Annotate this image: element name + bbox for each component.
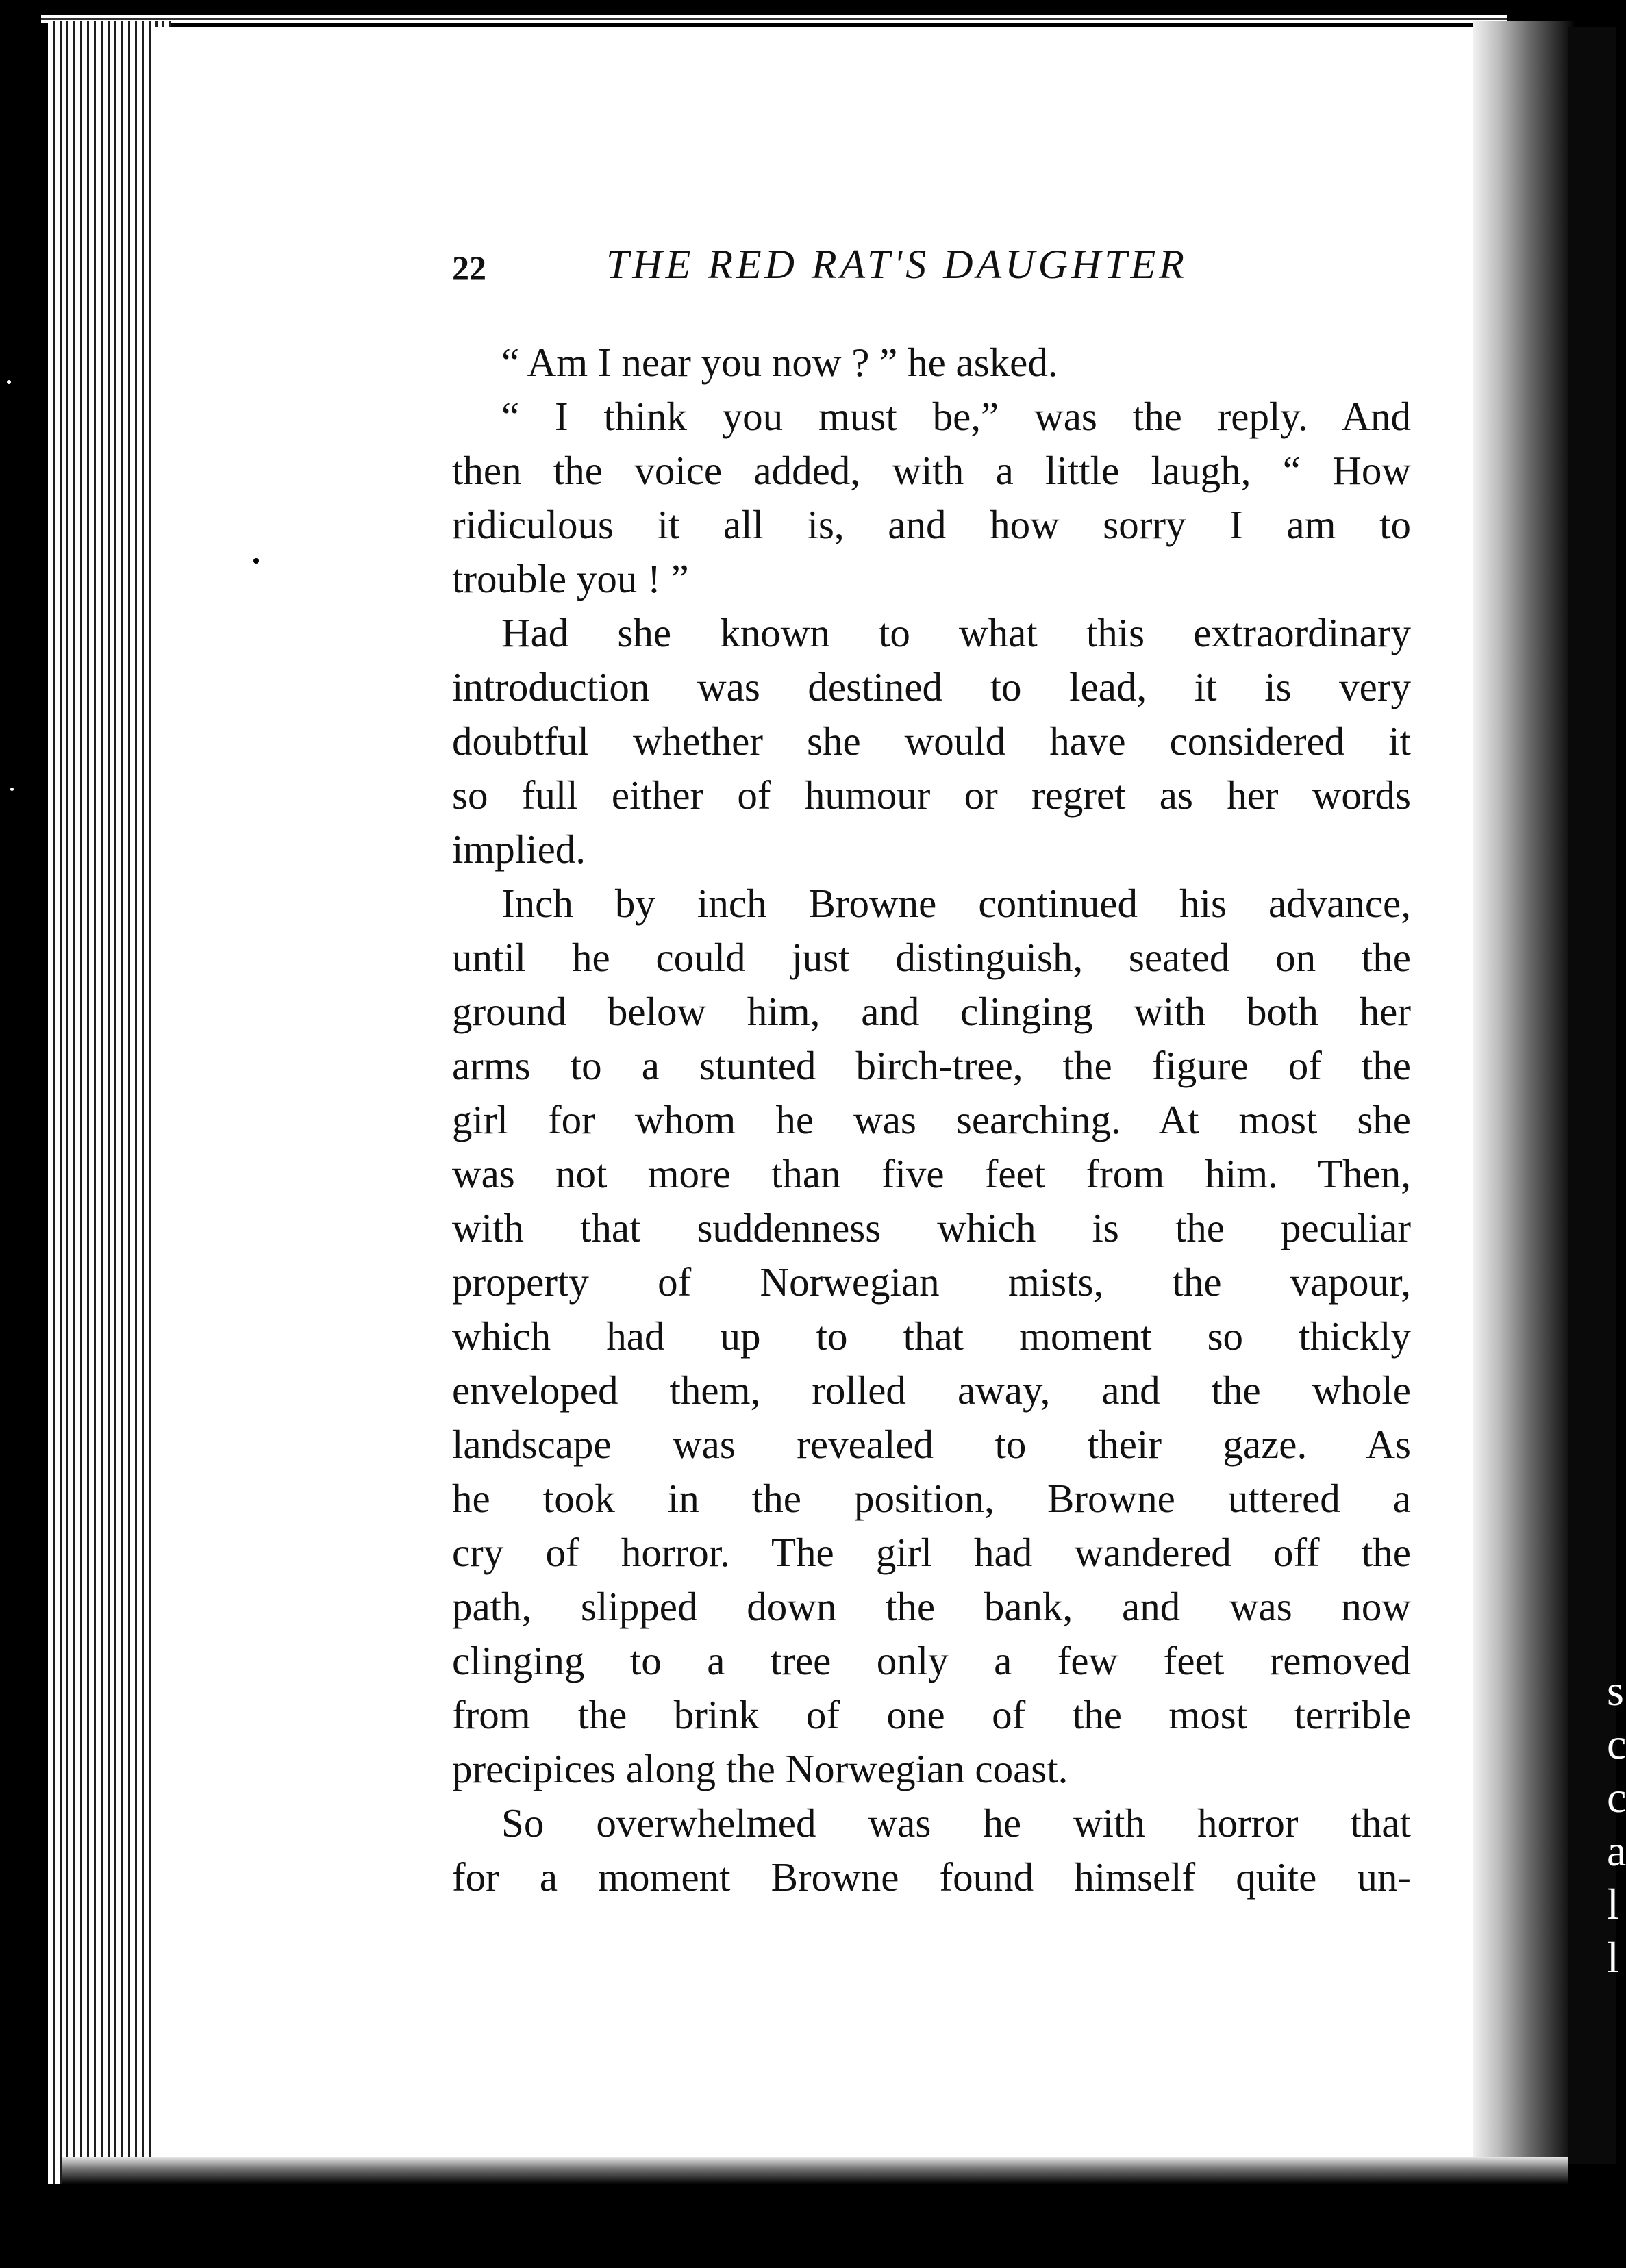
page-number: 22: [452, 249, 486, 287]
text-line: girl for whom he was searching. At most she: [452, 1097, 1411, 1142]
text-line: trouble you ! ”: [452, 556, 689, 601]
text-line: implied.: [452, 827, 586, 872]
text-line: arms to a stunted birch-tree, the figure of the: [452, 1043, 1411, 1088]
adjacent-page-letters: s c c a l l: [1607, 1666, 1626, 1982]
text-line: until he could just distinguish, seated on the: [452, 935, 1411, 980]
bottom-page-shadow: [62, 2157, 1568, 2184]
text-line: landscape was revealed to their gaze. As: [452, 1422, 1411, 1467]
text-line: which had up to that moment so thickly: [452, 1313, 1411, 1359]
text-line: was not more than five feet from him. Then,: [452, 1151, 1411, 1196]
text-line: “ I think you must be,” was the reply. And: [501, 394, 1411, 439]
text-line: with that suddenness which is the peculiar: [452, 1205, 1411, 1250]
text-line: So overwhelmed was he with horror that: [501, 1800, 1411, 1845]
text-line: ground below him, and clinging with both her: [452, 989, 1411, 1034]
text-line: precipices along the Norwegian coast.: [452, 1746, 1068, 1791]
text-line: he took in the position, Browne uttered a: [452, 1476, 1411, 1521]
text-line: Had she known to what this extraordinary: [501, 610, 1411, 655]
text-line: then the voice added, with a little laugh, “ How: [452, 448, 1411, 493]
text-line: property of Norwegian mists, the vapour,: [452, 1259, 1411, 1305]
dust-speck: [7, 380, 11, 384]
text-line: Inch by inch Browne continued his advance,: [501, 881, 1411, 926]
text-line: doubtful whether she would have considered it: [452, 718, 1411, 764]
text-line: introduction was destined to lead, it is very: [452, 664, 1411, 709]
text-line: “ Am I near you now ? ” he asked.: [501, 340, 1058, 385]
text-line: enveloped them, rolled away, and the whole: [452, 1368, 1411, 1413]
text-line: ridiculous it all is, and how sorry I am to: [452, 502, 1411, 547]
text-line: so full either of humour or regret as her words: [452, 772, 1411, 818]
page-header: [452, 241, 1411, 296]
text-line: clinging to a tree only a few feet removed: [452, 1638, 1411, 1683]
running-title: THE RED RAT'S DAUGHTER: [606, 242, 1188, 287]
stacked-page-edges: [48, 21, 171, 2184]
text-line: path, slipped down the bank, and was now: [452, 1584, 1411, 1629]
dust-speck: [10, 788, 14, 791]
top-page-edge: [41, 15, 1507, 23]
text-line: for a moment Browne found himself quite un-: [452, 1854, 1411, 1900]
text-line: cry of horror. The girl had wandered off the: [452, 1530, 1411, 1575]
book-gutter-shadow: [1473, 21, 1575, 2164]
body-text: [452, 336, 1411, 1904]
text-line: from the brink of one of the most terrible: [452, 1692, 1411, 1737]
dust-speck: [253, 558, 259, 564]
